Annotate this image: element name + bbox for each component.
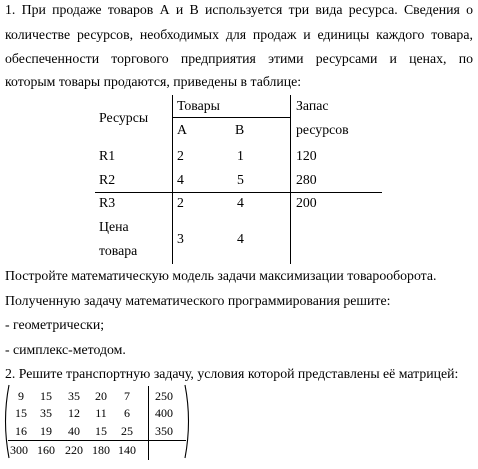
problem1-line-3	[5, 51, 473, 67]
problem2-intro: 2. Решите транспортную задачу, условия которой представлены её матрицей:	[5, 366, 459, 381]
word: обеспеченности	[5, 51, 100, 66]
price-b: 4	[237, 231, 244, 246]
price-label-line2: товара	[99, 243, 138, 258]
word: При	[21, 2, 46, 17]
row-r2-stock: 280	[296, 172, 317, 187]
table-right-rule	[290, 95, 291, 264]
row-r1-a: 2	[177, 148, 184, 163]
cost-cell: 15	[95, 424, 107, 438]
cost-cell: 11	[95, 406, 107, 420]
word: используется	[204, 2, 283, 17]
word: необходимых	[139, 27, 219, 42]
word: и	[175, 2, 184, 17]
word: каждого	[376, 27, 425, 42]
word: Сведения	[403, 2, 460, 17]
cost-cell: 9	[18, 389, 24, 403]
supply-cell: 400	[155, 406, 173, 420]
header-stock-line2: ресурсов	[296, 122, 349, 137]
row-r2-b: 5	[237, 172, 244, 187]
task-solve: Полученную задачу математического программирования решите:	[5, 293, 391, 308]
word: ценах,	[409, 51, 447, 66]
word: этими	[268, 51, 304, 66]
word: продаже	[52, 2, 102, 17]
row-r1-stock: 120	[296, 148, 317, 163]
row-r1-name: R1	[99, 148, 116, 163]
cost-cell: 19	[40, 424, 52, 438]
row-r2-a: 4	[177, 172, 184, 187]
header-stock-line1: Запас	[296, 98, 329, 113]
problem1-line-1	[5, 2, 473, 18]
word: товаров	[107, 2, 154, 17]
problem1-line-2	[5, 27, 473, 43]
matrix-demand-divider	[8, 440, 186, 441]
word: о	[466, 2, 473, 17]
word: А	[159, 2, 170, 17]
demand-cell: 220	[65, 443, 83, 457]
cost-cell: 25	[121, 424, 133, 438]
supply-cell: 250	[155, 389, 173, 403]
word: предприятия	[180, 51, 256, 66]
cost-cell: 40	[68, 424, 80, 438]
table-left-rule	[172, 95, 173, 264]
word: ресурсами	[315, 51, 378, 66]
matrix-right-bracket	[183, 384, 193, 459]
row-r3-stock: 200	[296, 195, 317, 210]
word: продаж	[252, 27, 297, 42]
cost-cell: 35	[68, 389, 80, 403]
demand-cell: 140	[118, 443, 136, 457]
demand-cell: 160	[37, 443, 55, 457]
problem1-line-4: которым товары продаются, приведены в таблице:	[5, 74, 302, 89]
row-r2-name: R2	[99, 172, 116, 187]
demand-cell: 180	[92, 443, 110, 457]
word: В	[189, 2, 199, 17]
row-r1-b: 1	[237, 148, 244, 163]
header-resources: Ресурсы	[99, 110, 149, 125]
word: 1.	[5, 2, 16, 17]
word: ресурсов,	[76, 27, 134, 42]
cost-cell: 20	[95, 389, 107, 403]
word: единицы	[317, 27, 370, 42]
supply-cell: 350	[155, 424, 173, 438]
word: и	[303, 27, 311, 42]
header-goods: Товары	[177, 98, 220, 113]
cost-cell: 12	[68, 406, 80, 420]
word: торгового	[111, 51, 169, 66]
cost-cell: 6	[124, 406, 130, 420]
column-b-label: В	[235, 122, 245, 137]
word: количестве	[5, 27, 71, 42]
row-r3-b: 4	[237, 195, 244, 210]
header-rule	[172, 117, 290, 118]
demand-cell: 300	[10, 443, 28, 457]
word: и	[389, 51, 397, 66]
row-r3-name: R3	[99, 195, 116, 210]
cost-cell: 15	[40, 389, 52, 403]
cost-cell: 16	[15, 424, 27, 438]
task-simplex: - симплекс-методом.	[5, 342, 126, 357]
cost-cell: 15	[15, 406, 27, 420]
word: по	[458, 51, 473, 66]
word: для	[225, 27, 247, 42]
price-a: 3	[177, 231, 184, 246]
cost-cell: 35	[40, 406, 52, 420]
row-r3-a: 2	[177, 195, 184, 210]
column-a-label: А	[177, 122, 187, 137]
total-rule	[95, 192, 382, 193]
word: три	[288, 2, 310, 17]
price-label-line1: Цена	[99, 219, 129, 234]
word: вида	[315, 2, 343, 17]
word: товара,	[431, 27, 473, 42]
word: ресурса.	[348, 2, 398, 17]
cost-cell: 7	[124, 389, 130, 403]
matrix-supply-divider	[148, 386, 149, 460]
task-model: Постройте математическую модель задачи максимизации товарооборота.	[5, 268, 437, 283]
task-geometric: - геометрически;	[5, 317, 105, 332]
